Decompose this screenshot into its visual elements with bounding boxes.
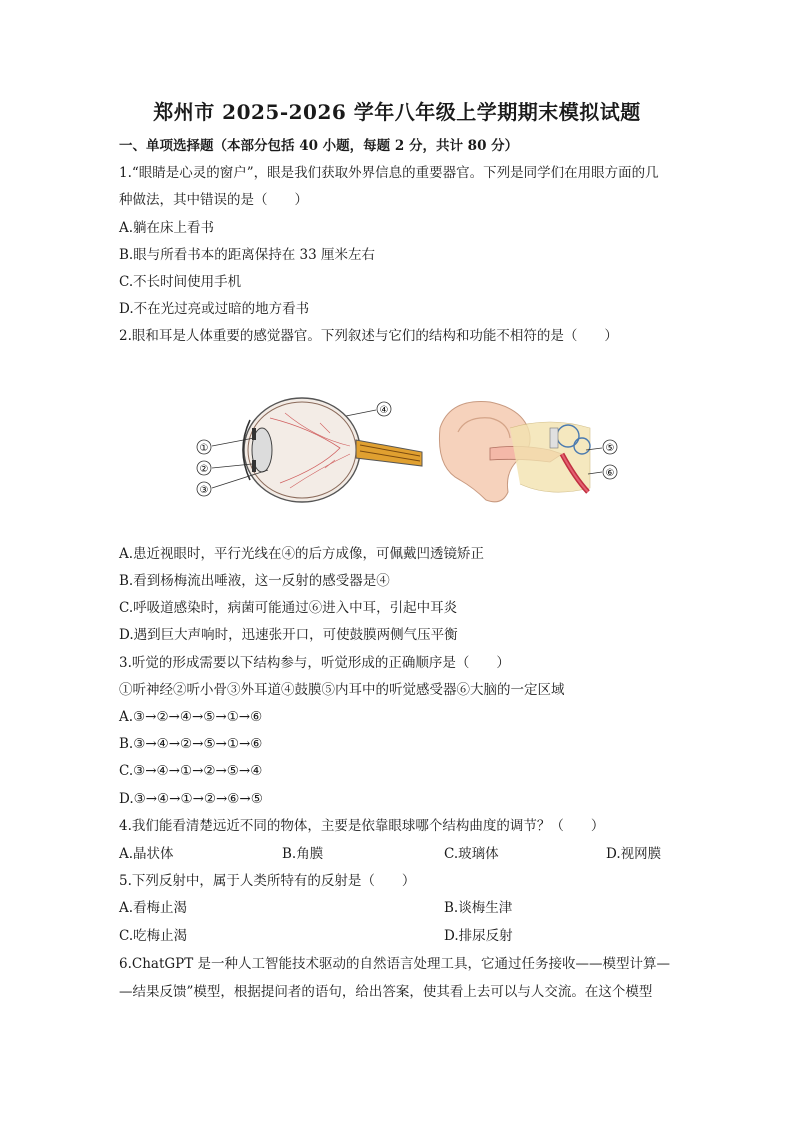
page-title: 郑州市 2025-2026 学年八年级上学期期末模拟试题 xyxy=(153,100,641,124)
q5-option-d: D.排尿反射 xyxy=(444,928,513,944)
q4-option-c: C.玻璃体 xyxy=(444,846,499,862)
q5-stem: 5.下列反射中，属于人类所特有的反射是（ ） xyxy=(119,873,416,889)
q5-option-c: C.吃梅止渴 xyxy=(119,928,188,944)
label-2: ② xyxy=(199,464,209,475)
ear-illustration xyxy=(439,402,590,502)
q6-stem-line1: 6.ChatGPT 是一种人工智能技术驱动的自然语言处理工具，它通过任务接收——模型计算— xyxy=(119,956,671,972)
q2-option-c: C.呼吸道感染时，病菌可能通过⑥进入中耳，引起中耳炎 xyxy=(119,600,458,616)
eye-illustration xyxy=(243,398,422,502)
eye-ear-diagram xyxy=(190,388,620,518)
q3-option-b: B.③→④→②→⑤→①→⑥ xyxy=(119,736,263,752)
section-heading: 一、单项选择题（本部分包括 40 小题，每题 2 分，共计 80 分） xyxy=(119,138,519,154)
label-5: ⑤ xyxy=(605,443,615,454)
label-3: ③ xyxy=(199,485,209,496)
q4-stem: 4.我们能看清楚远近不同的物体，主要是依靠眼球哪个结构曲度的调节？（ ） xyxy=(119,818,605,834)
q1-option-d: D.不在光过亮或过暗的地方看书 xyxy=(119,301,310,317)
q6-stem-line2: —结果反馈”模型，根据提问者的语句，给出答案，使其看上去可以与人交流。在这个模型 xyxy=(119,984,653,1000)
q4-option-a: A.晶状体 xyxy=(119,846,174,862)
q2-option-a: A.患近视眼时，平行光线在④的后方成像，可佩戴凹透镜矫正 xyxy=(119,546,485,562)
q1-option-c: C.不长时间使用手机 xyxy=(119,274,242,290)
q2-option-b: B.看到杨梅流出唾液，这一反射的感受器是④ xyxy=(119,573,390,589)
q4-option-d: D.视网膜 xyxy=(606,846,662,862)
q1-stem-line2: 种做法，其中错误的是（ ） xyxy=(119,192,308,208)
label-1: ① xyxy=(199,443,209,454)
q2-stem: 2.眼和耳是人体重要的感觉器官。下列叙述与它们的结构和功能不相符的是（ ） xyxy=(119,328,618,344)
q4-option-b: B.角膜 xyxy=(282,846,324,862)
q3-option-c: C.③→④→①→②→⑤→④ xyxy=(119,763,263,779)
q3-items: ①听神经②听小骨③外耳道④鼓膜⑤内耳中的听觉感受器⑥大脑的一定区域 xyxy=(119,682,565,698)
q3-stem: 3.听觉的形成需要以下结构参与，听觉形成的正确顺序是（ ） xyxy=(119,655,510,671)
q3-option-a: A.③→②→④→⑤→①→⑥ xyxy=(119,709,263,725)
q1-option-b: B.眼与所看书本的距离保持在 33 厘米左右 xyxy=(119,247,375,263)
q5-option-a: A.看梅止渴 xyxy=(119,900,188,916)
q1-stem-line1: 1.“眼睛是心灵的窗户”，眼是我们获取外界信息的重要器官。下列是同学们在用眼方面的几 xyxy=(119,165,659,181)
label-6: ⑥ xyxy=(605,468,615,479)
q2-option-d: D.遇到巨大声响时，迅速张开口，可使鼓膜两侧气压平衡 xyxy=(119,627,458,643)
q5-option-b: B.谈梅生津 xyxy=(444,900,513,916)
q3-option-d: D.③→④→①→②→⑥→⑤ xyxy=(119,791,263,807)
q1-option-a: A.躺在床上看书 xyxy=(119,220,215,236)
label-4: ④ xyxy=(379,405,389,416)
